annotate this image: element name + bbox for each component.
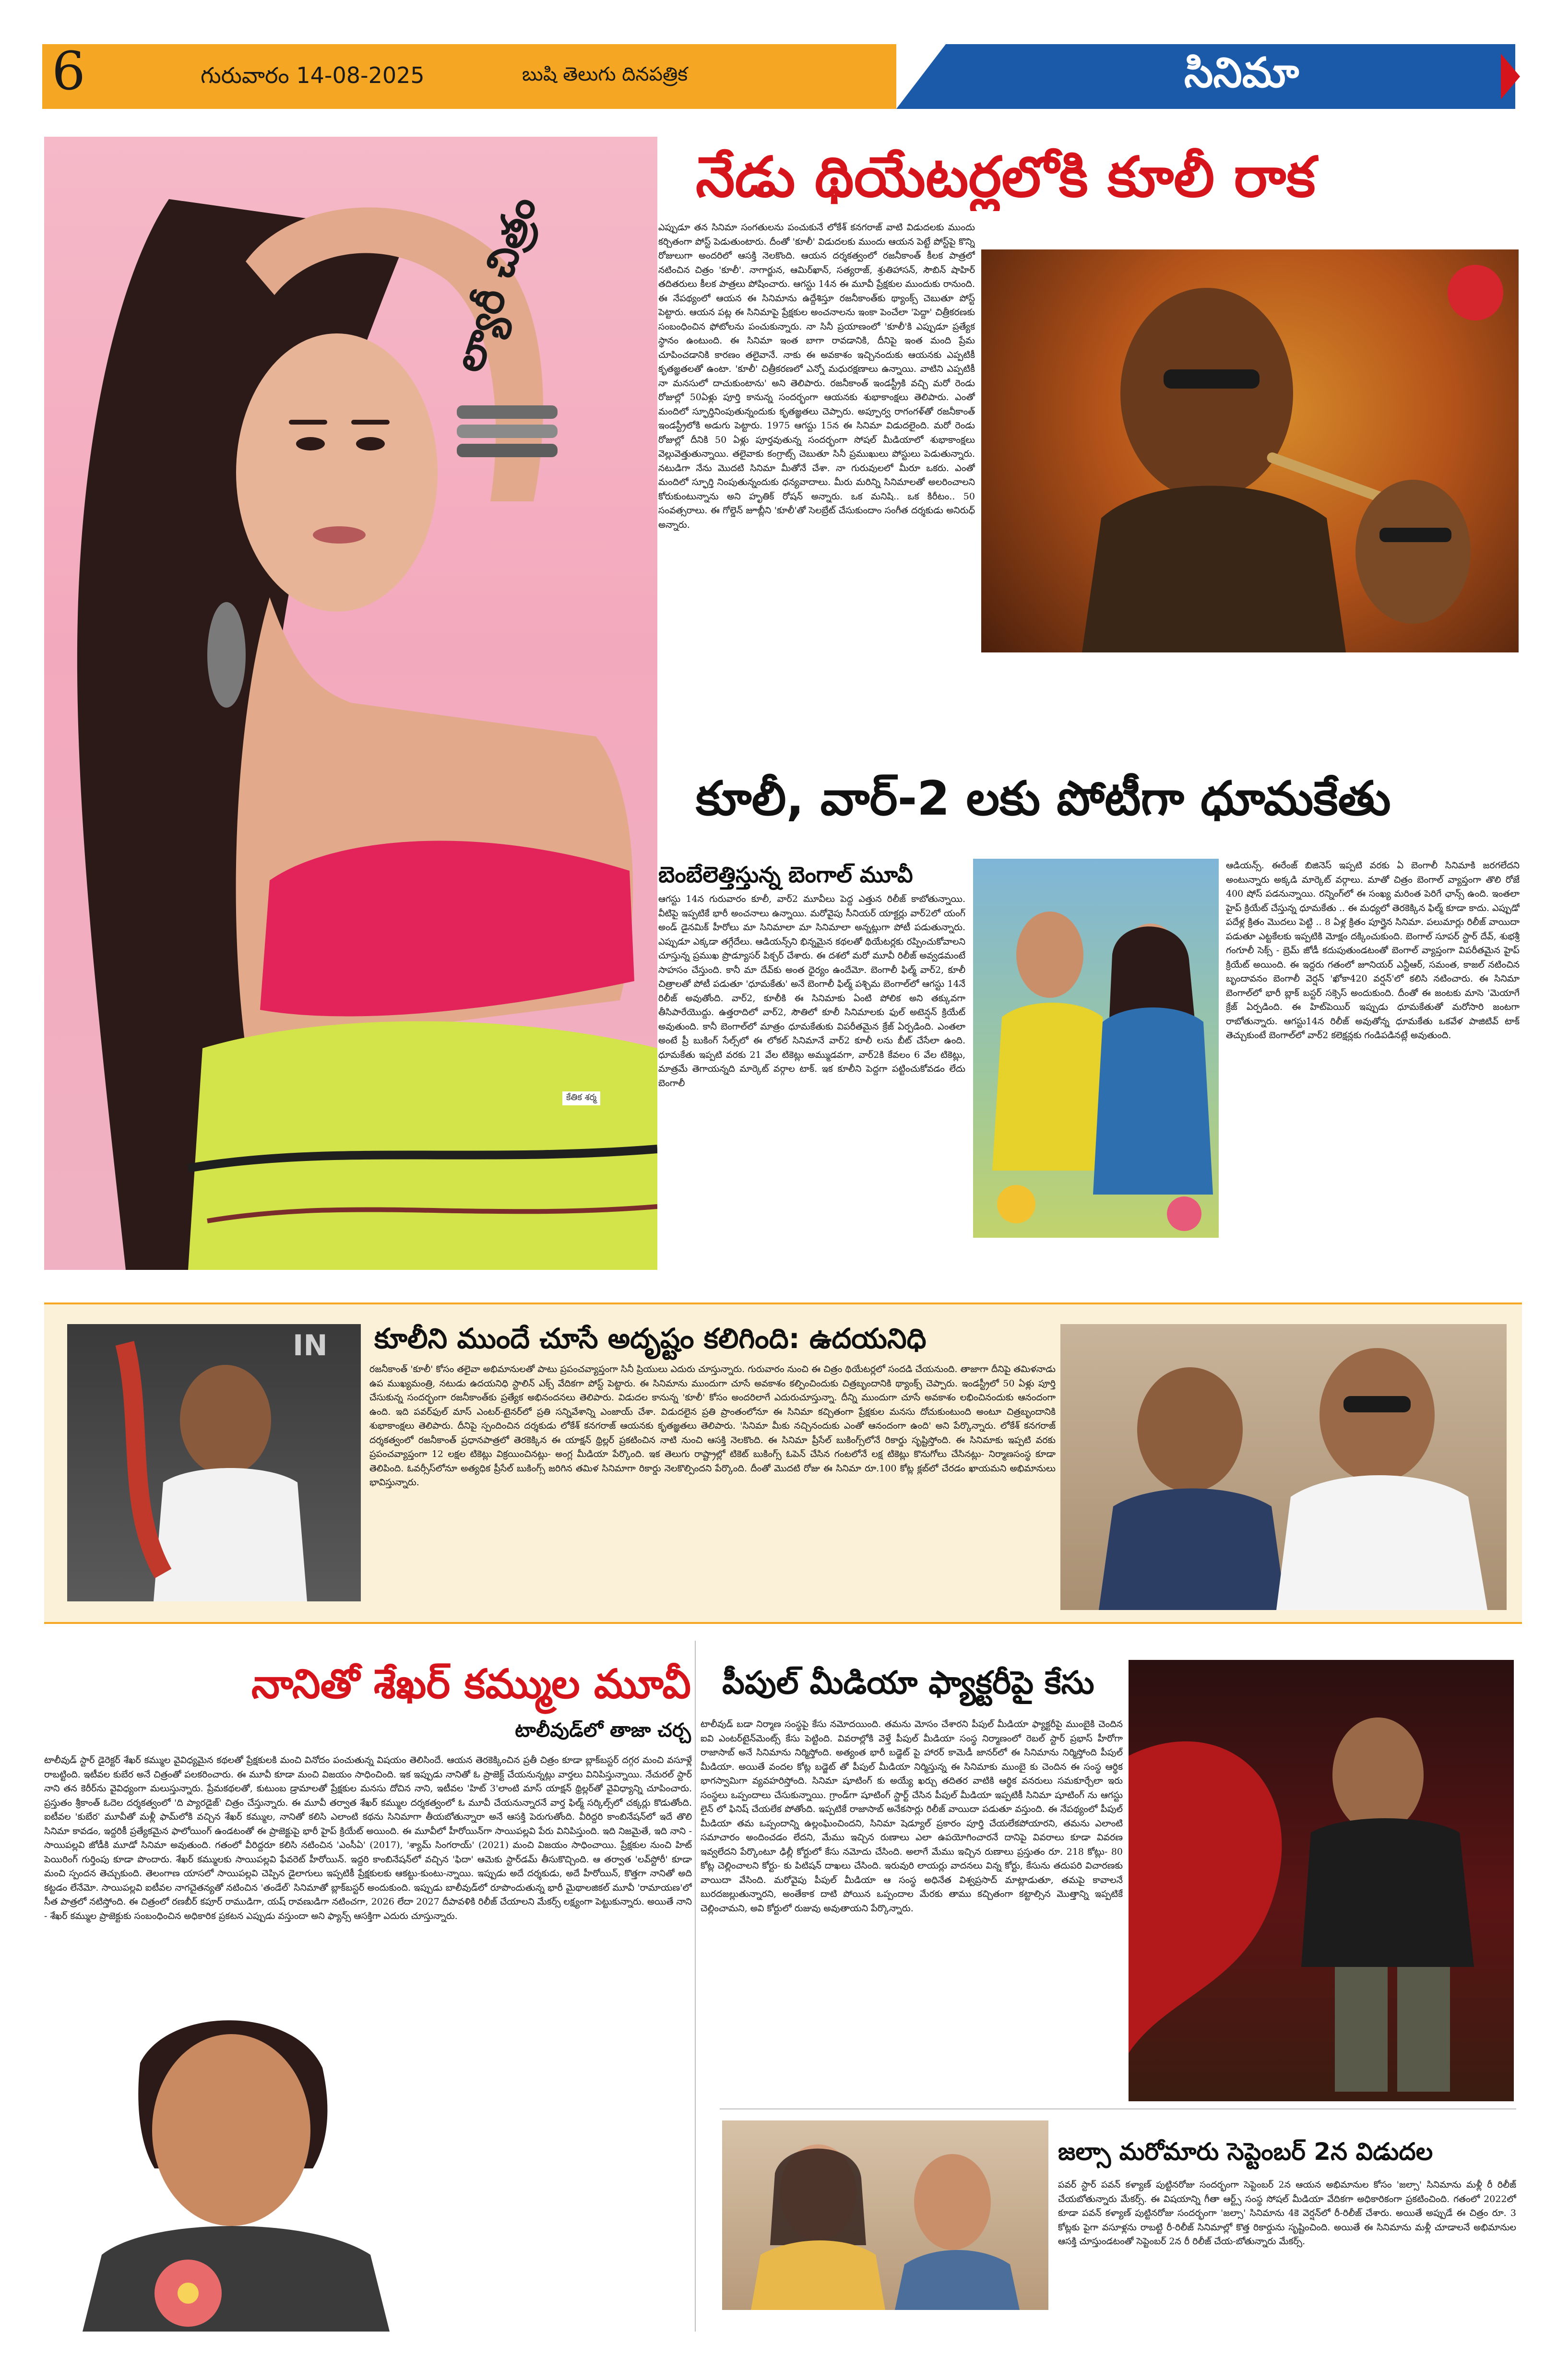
dhoomaketu-body-left-text: ఆగస్టు 14న గురువారం కూలీ, వార్2 మూవీలు పెద్ద ఎత్తున రిలీజ్ కాబోతున్నాయి. వీటిపై ఇప్పటికే భారీ అంచనాలు ఉన్నాయి. మరోవైపు సీనియర్ యాక్టర్లు వార్2లో యంగ్ అండ్ డైనమిక్ హీరోలు మా సినిమాలా మా సినిమాలా అన్నట్లుగా పోటీ పడుతున్నారు. ఎప్పుడూ ఎక్కడా తగ్గేదేలు. ఆడియన్స్‌ని భిన్నమైన కథలతో థియేటర్లకు రప్పించుకోవాలని చూస్తున్న ప్రముఖ ప్రొడ్యూసర్ పిక్చర్ చేశారు. ఈ దశలో మరో మూవీ రిలీజ్ అవ్వడమంటే సాహసం చేస్తుంది. కానీ మా దేవ్‌కు అంత ధైర్యం ఉందేమో. బెంగాలీ ఫిల్మ్ వార్2, కూలీ చిత్రాలతో పోటీ పడుతూ 'ధూమకేతు' అనే బెంగాలీ ఫిల్మ్ పశ్చిమ బెంగాల్‌లో ఆగస్టు 14నే రిలీజ్ అవుతోంది. వార్2, కూలీకి ఈ సినిమాకు ఏంటి పోలిక అని తక్కువగా తీసిపారేయొద్దు. ఉత్తరాదిలో వార్2, సౌతిలో కూలీ సినిమాలకు ఫుల్ అటెన్షన్ క్రియేట్ అవుతుంది. కానీ బెంగాల్‌లో మాత్రం ధూమకేతుకు విపరీతమైన క్రేజ్ ఏర్పడింది. ఎంతలా అంటే ప్రీ బుకింగ్ సేల్స్‌లో ఈ లోకల్ సినిమానే వార్2 కూలీ లను బీట్ చేసేలా ఉంది. ధూమకేతు ఇప్పటి వరకు 21 వేల టికెట్లు అమ్ముడవగా, వార్2కి కేవలం 6 వేల టికెట్లు, మాత్రమే తెగాయన్నది మార్కెట్ వర్గాల టాక్. ఇక కూలీని పెద్దగా పట్టించుకోవడం లేదు బెంగాలీ <box>658 894 965 1089</box>
udhayanidhi-body <box>369 1362 1056 1612</box>
paper-name: బుషి తెలుగు దినపత్రిక <box>522 63 688 85</box>
dhoomaketu-body-left <box>658 892 965 1271</box>
coolie-photo <box>981 249 1519 652</box>
prabhas-photo <box>1129 1660 1514 2101</box>
udhayanidhi-photo-right <box>1060 1324 1507 1610</box>
jalsa-body <box>1058 2178 1516 2322</box>
rajinikanth-illustration <box>67 1324 361 1601</box>
udhayanidhi-body-text: రజనీకాంత్ 'కూలీ' కోసం తలైవా అభిమానులతో పాటు ప్రపంచవ్యాప్తంగా సినీ ప్రియులు ఎదురు చూస్తున్నారు. గురువారం నుంచి ఈ చిత్రం థియేటర్లలో సందడి చేయనుంది. తాజాగా దీనిపై తమిళనాడు ఉప ముఖ్యమంత్రి, నటుడు ఉదయనిధి స్టాలిన్ ఎక్స్ వేదికగా పోస్ట్ పెట్టారు. ఈ సినిమాను ముందుగా చూసే అవకాశం కల్పించిందుకు చిత్రబృందానికి థ్యాంక్స్ చెప్పారు. ఇండస్ట్రీలో 50 ఏళ్లు పూర్తి చేసుకున్న సందర్భంగా రజనీకాంత్‌కు ప్రత్యేక అభినందనలు తెలిపారు. విడుదల కానున్న 'కూలీ' కోసం అందరిలాగే ఎదురుచూస్తున్నా. దీన్ని ముందుగా చూసే అవకాశం లభించినందుకు ఆనందంగా ఉంది. ఇది పవర్‌ఫుల్ మాస్ ఎంటర్-టైనర్‌లో ప్రతి సన్నివేశాన్ని ఎంజాయ్ చేశా. విడుదలైన ప్రతి ప్రాంతంలోనూ ఈ సినిమా కచ్చితంగా ప్రేక్షకుల మనసు దోచుకుంటుంది అంటూ చిత్రబృందానికి శుభాకాంక్షలు తెలిపారు. దీనిపై స్పందించిన దర్శకుడు లోకేశ్ కనగరాజ్ ఆయనకు కృతజ్ఞతలు తెలిపారు. 'సినిమా మీకు నచ్చినందుకు ఎంతో ఆనందంగా ఉంది' అని పేర్కొన్నారు. లోకేశ్ కనగరాజ్ దర్శకత్వంలో రజనీకాంత్ ప్రధానపాత్రలో తెరకెక్కిన ఈ యాక్షన్ థ్రిల్లర్ ప్రకటించిన నాటి నుంచి ఆసక్తి నెలకొంది. ఈ సినిమా ప్రీసేల్ బుకింగ్స్‌లోనే రికార్డు సృష్టిస్తోంది. ఈ సినిమాకు ఇప్పటి వరకు ప్రపంచవ్యాప్తంగా 12 లక్షల టికెట్లు విక్రయించినట్లు- అంగ్ల మీడియా పేర్కొంది. ఇక తెలుగు రాష్ట్రాల్లో టికెట్ బుకింగ్స్ ఓపెన్ చేసిన గంటలోనే లక్ష టికెట్లు కొనుగోలు చేసినట్లు- నిర్మాణసంస్థ కూడా తెలిపింది. ఓవర్సీస్‌లోనూ అత్యధిక ప్రీసేల్ బుకింగ్స్ జరిగిన తమిళ సినిమాగా రికార్డు నెలకొల్పిందని పేర్కొంది. దీంతో మొదటి రోజు ఈ సినిమా రూ.100 కోట్ల క్లబ్‌లో చేరడం ఖాయమని అభిమానులు భావిస్తున్నారు. <box>369 1364 1056 1488</box>
jalsa-rule <box>720 2108 1516 2109</box>
dhoomaketu-photo <box>973 859 1219 1238</box>
udhayanidhi-headline: కూలీని ముందే చూసే అదృష్టం కలిగింది: ఉదయనిధి <box>374 1322 927 1355</box>
jalsa-body-text: పవర్ స్టార్ పవన్ కళ్యాణ్ పుట్టినరోజు సందర్భంగా సెప్టెంబర్ 2న ఆయన అభిమానుల కోసం 'జల్సా' సినిమాను మళ్లీ రీ రిలీజ్ చేయబోతున్నారు మేకర్స్. ఈ విషయాన్ని గీతా ఆర్ట్స్ సంస్థ సోషల్ మీడియా వేదికగా అధికారికంగా ప్రకటించింది. గతంలో 2022లో కూడా పవన్ కళ్యాణ్ పుట్టినరోజు సందర్భంగా 'జల్సా' సినిమాను 4కె వెర్షన్‌లో రీ-రిలీజ్ చేశారు. అయితే అప్పుడే ఈ చిత్రం రూ. 3 కోట్లకు పైగా వసూళ్లను రాబట్టి రీ-రిలీజ్ సినిమాల్లో కొత్త రికార్డును సృష్టించింది. అయితే ఈ సినిమాను మళ్లీ చూడాలనే అభిమానుల ఆసక్తి చూస్తుండటంతో సెప్టెంబర్ 2న రీ రిలీజ్ చేయ-బోతున్నారు మేకర్స్. <box>1058 2179 1516 2247</box>
nani-illustration <box>44 1986 466 2332</box>
nani-subheadline: టాలీవుడ్‌లో తాజా చర్చ <box>515 1719 691 1741</box>
coolie-illustration <box>981 249 1519 652</box>
dhoomaketu-body-right-text: ఆడియన్స్. ఈరేంజ్ బిజినెస్ ఇప్పటి వరకు ఏ బెంగాలీ సినిమాకి జరగలేదని అంటున్నారు అక్కడి మార్కెట్ వర్గాలు. మాతో చిత్రం బెంగాల్ వ్యాప్తంగా తొలి రోజే 400 షోస్ పడనున్నాయి. రన్నింగ్‌లో ఈ సంఖ్య మరింత పెరిగే ఛాన్స్ ఉంది. ఇంతలా హైప్ క్రియేట్ చేస్తున్న ధూమకేతు .. ఈ మధ్యలో తెరకెక్కిన ఫిల్మ్ కూడా కాదు. ఎప్పుడో పదేళ్ల క్రితం మొదలు పెట్టి .. 8 ఏళ్ల క్రితం పూర్తైన సినిమా. పలుమార్లు రిలీజ్ వాయిదా పడుతూ ఎట్టకేలకు ఇప్పటికి మోక్షం దక్కించుకుంది. బెంగాల్ సూపర్ స్టార్ దేవ్, శుభశ్రీ గంగూలీ సెక్స్ - బ్రెమ్ జోడీ కదుపుతుండటంతో బెంగాల్ వ్యాప్తంగా విపరీతమైన హైప్ క్రియేట్ అయింది. ఈ ఇద్దరు గతంలో జూనియర్ ఎన్టీఆర్, సమంత, కాజల్ నటించిన బృందావనం బెంగాలీ వెర్షన్ 'ఖోకా420 వర్షన్'లో కలిసి నటించారు. ఈ సినిమా బెంగాల్‌లో భారీ బ్లాక్ బస్టర్ సక్సెస్ అందుకుంది. దీంతో ఈ జంటకు మాసె 'మెయాగే క్రేజ్ ఏర్పడింది. ఈ హిట్‌పెయిర్ ఇప్పుడు ధూమకేతుతో మరోసారి జంటగా రాబోతున్నారు. ఆగస్టు14న రిలీజ్ అవుతోన్న ధూమకేతు ఒకవేళ పాజిటివ్ టాక్ తెచ్చుకుంటే బెంగాల్‌లో వార్2 కలెక్షన్లకు గండిపడినట్లే అవుతుంది. <box>1226 860 1520 1041</box>
column-divider <box>695 1641 696 2332</box>
masthead-bar <box>42 40 1515 109</box>
page-number: 6 <box>52 40 85 102</box>
people-media-body-text: టాలీవుడ్ బడా నిర్మాణ సంస్థపై కేసు నమోదయింది. తమను మోసం చేశారని పీపుల్ మీడియా ఫ్యాక్టరీపై ముంబైకి చెందిన ఐవి ఎంటర్‌టైన్‌మెంట్స్ కేసు పెట్టింది. వివరాల్లోకి వెళ్తే పీపుల్ మీడియా సంస్థ నిర్మాణంలో రెబల్ స్టార్ ప్రభాస్ హీరోగా రాజాసాబ్ అనే సినిమాను నిర్మిస్తోంది. అత్యంత భారీ బడ్జెట్ పై హారర్ కామెడీ జానర్‌లో ఈ సినిమాను నిర్మిస్తోంది పీపుల్ మీడియా. అయితే వందల కోట్ల బడ్జెట్ తో పీపుల్ మీడియా నిర్మిస్తున్న ఈ సినిమాకు ముంబై కు చెందిన ఈ సంస్థ ఆర్థిక భాగస్వామిగా వ్యవహరిస్తోంది. సినిమా షూటింగ్ కు అయ్యే ఖర్చు తదితర వాటికి ఆర్థిక వనరులు సమకూర్చేలా ఇరు సంస్థలు ఒప్పందాలు చేసుకున్నాయి. గ్రాండ్‌గా షూటింగ్ స్టార్ట్ చేసిన పీపుల్ మీడియా ఇప్పటికీ సినిమా షూటింగ్ ను ఆగస్టు లైన్ లో ఫినిష్ చేయలేక పోతోంది. ఇప్పటికే రాజాసాబ్ అనేకసార్లు రిలీజ్ వాయిదా పడుతూ వస్తుంది. ఈ నేపథ్యంలో పీపుల్ మీడియా తమ ఒప్పందాన్ని ఉల్లంఘించిందని, సినిమా షెడ్యూల్ ప్రకారం పూర్తి చేయలేకపోయారని, తమను ఎలాంటి సమాచారం అందించడం లేదని, మేము ఇచ్చిన రుణాలు ఎలా ఉపయోగించారనే దానిపై వివరాలు కూడా వివరణ ఇవ్వలేదని పేర్కొంటూ ఢిల్లీ కోర్టులో కేసు నమోదు చేసింది. అలాగే మేము ఇచ్చిన రుణాలు ప్రస్తుతం రూ. 218 కోట్లు- 80 కోట్ల చెల్లించాలని కోర్టు- కు పిటిషన్ దాఖలు చేసింది. ఇరువురి లాయర్లు వాదనలు విన్న కోర్టు, కేసును తదుపరి విచారణకు వాయిదా వేసింది. మరోవైపు పీపుల్ మీడియా ఆ సంస్థ అధినేత విశ్వప్రసాద్ మాట్లాడుతూ, తమపై కావాలనే బురదజల్లుతున్నారని, అంతేకాక దాటి పోయిన ఒప్పందాల మేరకు తాము కచ్చితంగా కట్టాల్సిన మొత్తాన్ని ఇప్పటికే చెల్లించామని, అవి కోర్టులో రుజువు అవుతాయని పేర్కొన్నారు. <box>701 1719 1123 1914</box>
jalsa-photo <box>722 2120 1048 2310</box>
feature-badge-text: ల్యారీ చిత్రం <box>445 190 546 378</box>
nani-headline: నానితో శేఖర్ కమ్ముల మూవీ <box>251 1660 691 1707</box>
dhoomaketu-headline: కూలీ, వార్-2 లకు పోటీగా ధూమకేతు <box>696 771 1391 826</box>
nani-photo <box>44 1986 466 2332</box>
coolie-headline: నేడు థియేటర్లలోకి కూలీ రాక <box>696 145 1316 210</box>
nani-body-text: టాలీవుడ్ స్టార్ డైరెక్టర్ శేఖర్ కమ్ముల వైవిధ్యమైన కథలతో ప్రేక్షకులకి మంచి వినోదం పంచుతున్న విషయం తెలిసిందే. ఆయన తెరకెక్కించిన ప్రతీ చిత్రం కూడా బ్లాక్‌బస్టర్ దగ్గర మంచి వసూళ్లే రాబట్టింది. ఇటీవల కుబేర అనే చిత్రంతో పలకరించారు. ఈ మూవీ కూడా మంచి విజయం సాధించింది. ఇక ఇప్పుడు నానితో ఓ ప్రాజెక్ట్ చేయనున్నట్లు వార్తలు వినిపిస్తున్నాయి. నేచురల్ స్టార్ నాని తన కెరీర్‌ను వైవిధ్యంగా మలుస్తున్నారు. ప్రేమకథలతో, కుటుంబ డ్రామాలతో ప్రేక్షకుల మనసు దోచిన నాని, ఇటీవల 'హిట్ 3'లాంటి మాస్ యాక్షన్ థ్రిల్లర్‌తో వైవిధ్యాన్ని చూపించారు. ప్రస్తుతం శ్రీకాంత్ ఓదెల దర్శకత్వంలో 'ది ప్యారడైజ్' చిత్రం చేస్తున్నారు. ఈ మూవీ తర్వాత శేఖర్ కమ్ముల దర్శకత్వంలో ఓ మూవీ చేయనున్నారనే వార్త ఫిల్మ్ సర్కిల్స్‌లో చక్కర్లు కొడుతోంది. ఐటీవల 'కుబేర' మూవీతో మళ్లీ ఫామ్‌లోకి వచ్చిన శేఖర్ కమ్ముల, నానితో కలిసి ఎలాంటి కథను సినిమాగా తీయబోతున్నారా అనే ఆసక్తి పెరుగుతోంది. వీరిద్దరి కాంబినేషన్‌లో ఇదే తొలి సినిమా కావడం, ఇద్దరికీ ప్రత్యేకమైన ఫాలోయింగ్ ఉండటంతో ఈ ప్రాజెక్టుపై భారీ హైప్ క్రియేట్ అయింది. ఈ మూవీలో హీరోయిన్‌గా సాయిపల్లవి పేరు వినిపిస్తుంది. ఇది నిజమైతే, ఇది నాని - సాయిపల్లవి జోడీకి మూడో సినిమా అవుతుంది. గతంలో వీరిద్దరూ కలిసి నటించిన 'ఎంసీఏ' (2017), 'శ్యామ్ సింగరాయ్' (2021) మంచి విజయం సాధించాయి. ప్రేక్షకుల నుంచి హిట్ పెయిరింగ్ గుర్తింపు కూడా పొందారు. శేఖర్ కమ్ములకు సాయిపల్లవి ఫేవరెట్ హీరోయిన్. ఇద్దరి కాంబినేషన్‌లో వచ్చిన 'ఫిదా' ఆమెకు స్టార్‌డమ్ తీసుకొచ్చింది. ఆ తర్వాత 'లవ్‌స్టోరీ' కూడా మంచి స్పందన తెచ్చుకుంది. తెలంగాణ యాసలో సాయిపల్లవి చెప్పిన డైలాగులు ఇప్పటికీ ప్రేక్షకులకు ఆకట్టు-కుంటు-న్నాయి. ఇప్పుడు అదే దర్శకుడు, అదే హీరోయిన్, కొత్తగా నానితో అది కట్టడం లేనేమో. సాయిపల్లవి ఐటీవల నాగచైతన్యతో నటించిన 'తండేల్' సినిమాతో బ్లాక్‌బస్టర్ అందుకుంది. ఇప్పుడు బాలీవుడ్‌లో రూపొందుతున్న భారీ మైథాలజికల్ మూవీ 'రామాయణ'లో సీత పాత్రలో నటిస్తోంది. ఈ చిత్రంలో రణబీర్ కపూర్ రాముడిగా, యష్ రావణుడిగా నటించగా, 2026 లేదా 2027 దీపావళికి రిలీజ్ చేయాలని మేకర్స్ లక్ష్యంగా పెట్టుకున్నారు. అయితే నాని - శేఖర్ కమ్ముల ప్రాజెక్టుకు సంబంధించిన అధికారిక ప్రకటన ఎప్పుడు వస్తుందా అని ఫ్యాన్స్ ఆసక్తిగా ఎదురు చూస్తున్నారు. <box>44 1755 692 1921</box>
dhoomaketu-body-right <box>1226 859 1520 1243</box>
feature-photo <box>44 137 657 1270</box>
poster-text: IN <box>293 1329 328 1362</box>
people-media-body <box>701 1717 1123 2096</box>
udhayanidhi-photo-left <box>67 1324 361 1601</box>
jalsa-headline: జల్సా మరోమారు సెప్టెంబర్ 2న విడుదల <box>1058 2138 1433 2166</box>
dhoomaketu-subheadline: బెంబేలెత్తిస్తున్న బెంగాల్ మూవీ <box>658 862 913 888</box>
dhoomaketu-illustration <box>973 859 1219 1238</box>
people-media-headline: పీపుల్ మీడియా ఫ్యాక్టరీపై కేసు <box>722 1664 1094 1701</box>
feature-badge <box>445 151 548 420</box>
udhayanidhi-rajini-illustration <box>1060 1324 1507 1610</box>
section-title: సినిమా <box>1184 49 1299 97</box>
coolie-body-upper <box>658 221 975 657</box>
masthead-orange-band <box>42 44 896 109</box>
coolie-body-lower <box>658 657 1519 753</box>
coolie-body-text: ఎప్పుడూ తన సినిమా సంగతులను పంచుకునే లోకేశ్ కనగరాజ్ వాటి విడుదలకు ముందు కర్చితంగా పోస్ట్ పెడుతుంటారు. దీంతో 'కూలీ' విడుదలకు ముందు ఆయన పెట్టే పోస్ట్‌పై కొన్ని రోజులుగా అందరిలో ఆసక్తి నెలకొంది. ఆయన దర్శకత్వంలో రజనీకాంత్ కీలక పాత్రలో నటించిన చిత్రం 'కూలీ'. నాగార్జున, ఆమిర్‌ఖాన్, సత్యరాజ్, శ్రుతిహాసన్, సౌబిన్ షాహిర్ తదితరులు కీలక పాత్రలు పోషించారు. ఆగస్టు 14న ఈ మూవీ ప్రేక్షకుల ముందుకు రానుంది. ఈ నేపథ్యంలో ఆయన ఈ సినిమాను ఉద్దేశిస్తూ రజనీకాంత్‌కు థ్యాంక్స్ చెబుతూ పోస్ట్ పెట్టారు. ఆయన పట్ల ఈ సినిమాపై ప్రేక్షకుల అంచనాలను ఇంకా పెంచేలా 'పెద్దా' చిత్రీకరణకు సంబంధించిన ఫోటోలను పంచుకున్నారు. నా సినీ ప్రయాణంలో 'కూలీ'కి ఎప్పుడూ ప్రత్యేక స్థానం ఉంటుంది. ఈ సినిమా ఇంత బాగా రావడానికి, దీనిపై ఇంత మంది ప్రేమ చూపించడానికి కారణం తలైవానే. నాకు ఈ అవకాశం ఇచ్చినందుకు ఆయనకు ఎప్పటికీ కృతజ్ఞతలతో ఉంటా. 'కూలీ' చిత్రీకరణలో ఎన్నో మధురక్షణాలు ఉన్నాయి. వాటిని ఎప్పటికీ నా మనసులో దాచుకుంటాను' అని తెలిపారు. రజనీకాంత్ ఇండస్ట్రీకి వచ్చి మరో రెండు రోజుల్లో 50ఏళ్లు పూర్తి కానున్న సందర్భంగా ఆయనకు శుభాకాంక్షలు తెలిపారు. ఎంతో మందిలో స్ఫూర్తినింపుతున్నందుకు కృతజ్ఞతలు చెప్పారు. అప్పూర్వ రాగంగళ్‌తో రజనీకాంత్ ఇండస్ట్రీలోకి అడుగు పెట్టారు. 1975 ఆగస్టు 15న ఈ సినిమా విడుదలైంది. మరో రెండు రోజుల్లో దీనికి 50 ఏళ్లు పూర్తవుతున్న సందర్భంగా సోషల్ మీడియాలో శుభాకాంక్షలు వెల్లువెత్తుతున్నాయి. తలైవాకు కంగ్రాట్స్ చెబుతూ సినీ ప్రముఖులు పోస్టులు పెడుతున్నారు. నటుడిగా నేను మొదటి సినిమా మీతోనే చేశా. నా గురువులలో మీరూ ఒకరు. ఎంతో మందిలో స్ఫూర్తి నింపుతున్నందుకు ధన్యవాదాలు. మీరు మరిన్ని సినిమాలతో అలరించాలని కోరుకుంటున్నాను అని హృతిక్ రోషన్ అన్నారు. ఒక మనిషి.. ఒక కిరీటం.. 50 సంవత్సరాలు. ఈ గోల్డెన్ జూబ్లీని 'కూలీ'తో సెలబ్రేట్ చేసుకుందాం సంగీత దర్శకుడు అనిరుధ్ అన్నారు. <box>658 222 975 530</box>
jalsa-illustration <box>722 2120 1048 2310</box>
issue-date: గురువారం 14-08-2025 <box>201 62 425 88</box>
prabhas-illustration <box>1129 1660 1514 2101</box>
feature-credit: కేతిక శర్మ <box>562 1091 600 1105</box>
